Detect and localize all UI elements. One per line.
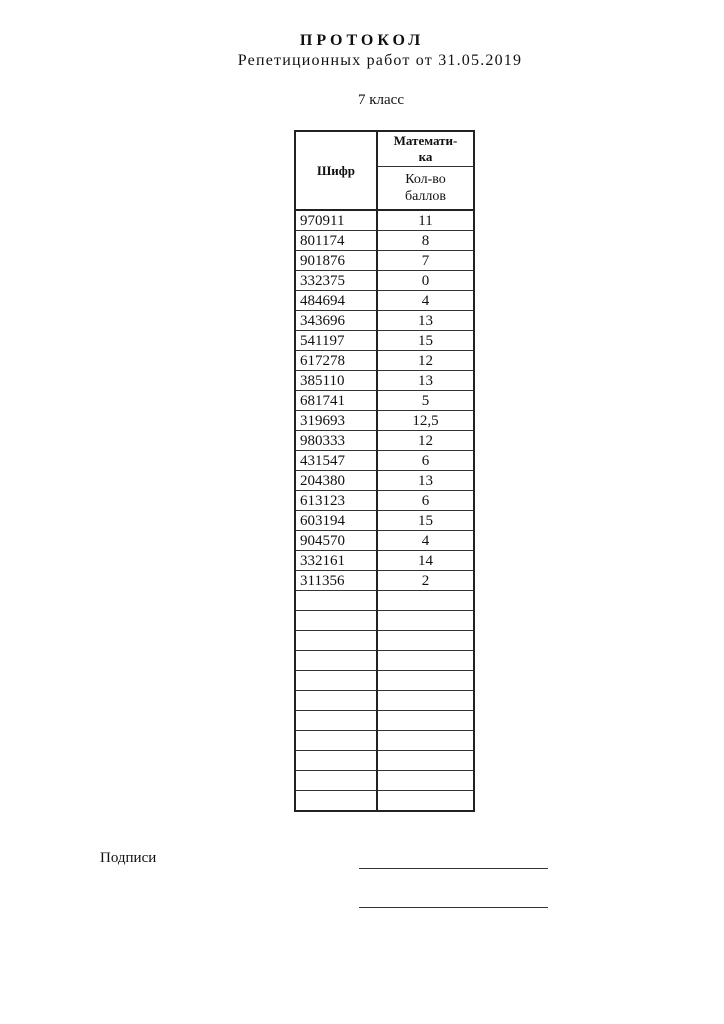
score-cell — [377, 771, 474, 791]
cipher-cell — [295, 731, 377, 751]
grade-label: 7 класс — [358, 92, 404, 108]
cipher-cell — [295, 611, 377, 631]
score-cell: 15 — [377, 511, 474, 531]
cipher-cell — [295, 751, 377, 771]
signatures-label: Подписи — [100, 850, 157, 866]
table-row — [295, 271, 474, 291]
cipher-cell: 801174 — [295, 231, 377, 251]
cipher-cell — [295, 671, 377, 691]
score-cell: 5 — [377, 391, 474, 411]
cipher-cell: 603194 — [295, 511, 377, 531]
table-row — [295, 751, 474, 771]
score-cell — [377, 751, 474, 771]
score-cell: 6 — [377, 451, 474, 471]
score-cell — [377, 791, 474, 812]
table-row — [295, 691, 474, 711]
score-cell — [377, 651, 474, 671]
table-row — [295, 711, 474, 731]
cipher-column-header: Шифр — [295, 131, 377, 210]
table-row — [295, 291, 474, 311]
table-row — [295, 331, 474, 351]
signature-line — [359, 907, 548, 908]
table-row — [295, 631, 474, 651]
table-row — [295, 391, 474, 411]
score-cell: 7 — [377, 251, 474, 271]
cipher-cell: 332161 — [295, 551, 377, 571]
score-cell: 8 — [377, 231, 474, 251]
table-row — [295, 411, 474, 431]
table-row — [295, 451, 474, 471]
table-row — [295, 351, 474, 371]
cipher-cell: 319693 — [295, 411, 377, 431]
table-row — [295, 231, 474, 251]
cipher-cell: 484694 — [295, 291, 377, 311]
score-cell: 15 — [377, 331, 474, 351]
table-row — [295, 531, 474, 551]
score-cell — [377, 691, 474, 711]
cipher-cell — [295, 791, 377, 812]
cipher-cell — [295, 771, 377, 791]
score-cell: 0 — [377, 271, 474, 291]
cipher-cell: 613123 — [295, 491, 377, 511]
score-cell: 11 — [377, 210, 474, 231]
score-cell — [377, 631, 474, 651]
cipher-cell: 980333 — [295, 431, 377, 451]
cipher-cell — [295, 711, 377, 731]
score-column-header — [377, 167, 474, 211]
table-row — [295, 651, 474, 671]
table-row — [295, 771, 474, 791]
score-cell — [377, 731, 474, 751]
page-title: ПРОТОКОЛ — [299, 32, 425, 49]
cipher-cell: 343696 — [295, 311, 377, 331]
cipher-cell: 332375 — [295, 271, 377, 291]
score-header-text: Кол-во баллов — [404, 172, 447, 204]
table-row — [295, 431, 474, 451]
score-cell — [377, 671, 474, 691]
table-row — [295, 591, 474, 611]
page-subtitle: Репетиционных работ от 31.05.2019 — [237, 52, 523, 69]
signature-line — [359, 868, 548, 869]
cipher-cell: 431547 — [295, 451, 377, 471]
cipher-cell: 904570 — [295, 531, 377, 551]
score-cell: 4 — [377, 291, 474, 311]
cipher-cell: 311356 — [295, 571, 377, 591]
score-cell — [377, 591, 474, 611]
score-cell: 13 — [377, 311, 474, 331]
cipher-cell — [295, 651, 377, 671]
table-row — [295, 551, 474, 571]
score-cell: 6 — [377, 491, 474, 511]
score-cell: 12,5 — [377, 411, 474, 431]
score-cell: 12 — [377, 351, 474, 371]
score-cell: 4 — [377, 531, 474, 551]
table-row — [295, 251, 474, 271]
cipher-cell — [295, 691, 377, 711]
score-cell: 14 — [377, 551, 474, 571]
table-row — [295, 371, 474, 391]
results-table-body — [295, 210, 474, 811]
table-row — [295, 671, 474, 691]
results-table — [294, 130, 475, 812]
table-row — [295, 611, 474, 631]
score-cell: 13 — [377, 471, 474, 491]
table-row — [295, 491, 474, 511]
cipher-cell: 204380 — [295, 471, 377, 491]
cipher-cell: 970911 — [295, 210, 377, 231]
table-row — [295, 311, 474, 331]
cipher-cell: 901876 — [295, 251, 377, 271]
cipher-cell — [295, 591, 377, 611]
table-row — [295, 731, 474, 751]
cipher-cell: 385110 — [295, 371, 377, 391]
cipher-cell: 617278 — [295, 351, 377, 371]
table-row — [295, 791, 474, 812]
table-row — [295, 210, 474, 231]
subject-column-header — [377, 131, 474, 167]
score-cell: 13 — [377, 371, 474, 391]
cipher-cell — [295, 631, 377, 651]
table-row — [295, 471, 474, 491]
cipher-cell: 681741 — [295, 391, 377, 411]
score-cell — [377, 711, 474, 731]
score-cell: 12 — [377, 431, 474, 451]
table-row — [295, 571, 474, 591]
cipher-cell: 541197 — [295, 331, 377, 351]
score-cell — [377, 611, 474, 631]
subject-header-text: Математи- ка — [393, 133, 458, 164]
table-row — [295, 511, 474, 531]
score-cell: 2 — [377, 571, 474, 591]
